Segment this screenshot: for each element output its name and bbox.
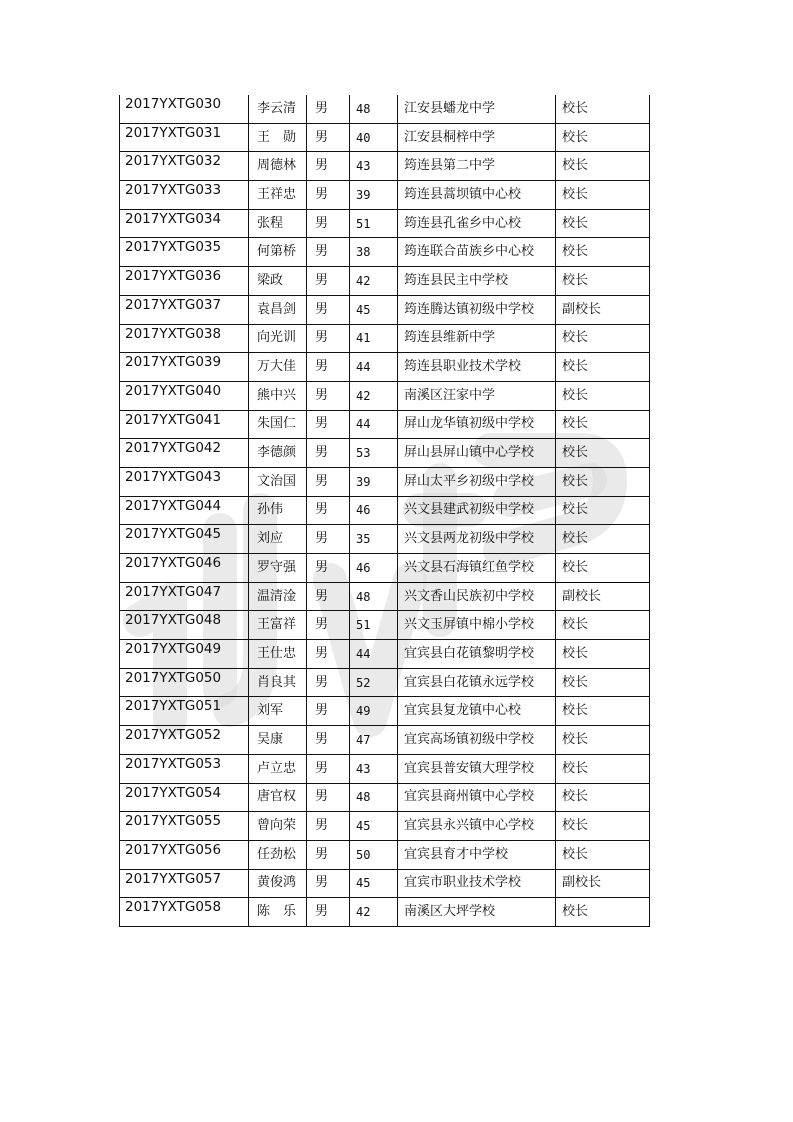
school-cell: 兴文玉屏镇中棉小学校 [398,611,556,640]
name-cell: 陈 乐 [249,898,307,927]
table-row [120,754,650,783]
record-id-cell: 2017YXTG045 [120,525,249,554]
position-cell: 校长 [556,95,650,123]
position-cell: 校长 [556,410,650,439]
school-cell: 兴文香山民族初中学校 [398,582,556,611]
school-cell: 兴文县石海镇红鱼学校 [398,554,556,583]
age-cell: 48 [350,582,398,611]
gender-cell: 男 [307,554,350,583]
table-row [120,812,650,841]
record-id-cell: 2017YXTG034 [120,209,249,238]
roster-table [119,95,650,927]
position-cell: 校长 [556,181,650,210]
record-id-cell: 2017YXTG046 [120,554,249,583]
table-row [120,840,650,869]
age-cell: 41 [350,324,398,353]
age-cell: 48 [350,95,398,123]
table-row [120,267,650,296]
age-cell: 45 [350,295,398,324]
table-row [120,410,650,439]
position-cell: 校长 [556,783,650,812]
name-cell: 熊中兴 [249,381,307,410]
position-cell: 校长 [556,353,650,382]
position-cell: 副校长 [556,869,650,898]
table-row [120,496,650,525]
position-cell: 校长 [556,439,650,468]
age-cell: 46 [350,554,398,583]
gender-cell: 男 [307,754,350,783]
age-cell: 44 [350,410,398,439]
table-row [120,324,650,353]
table-row [120,697,650,726]
age-cell: 45 [350,812,398,841]
table-row [120,611,650,640]
position-cell: 校长 [556,209,650,238]
school-cell: 江安县桐梓中学 [398,123,556,152]
record-id-cell: 2017YXTG042 [120,439,249,468]
gender-cell: 男 [307,668,350,697]
age-cell: 45 [350,869,398,898]
age-cell: 51 [350,611,398,640]
name-cell: 吴康 [249,726,307,755]
gender-cell: 男 [307,812,350,841]
position-cell: 校长 [556,697,650,726]
gender-cell: 男 [307,95,350,123]
name-cell: 王仕忠 [249,640,307,669]
record-id-cell: 2017YXTG037 [120,295,249,324]
school-cell: 兴文县两龙初级中学校 [398,525,556,554]
school-cell: 筠连县蒿坝镇中心校 [398,181,556,210]
record-id-cell: 2017YXTG050 [120,668,249,697]
record-id-cell: 2017YXTG033 [120,181,249,210]
table-row [120,467,650,496]
school-cell: 屏山龙华镇初级中学校 [398,410,556,439]
gender-cell: 男 [307,467,350,496]
gender-cell: 男 [307,496,350,525]
record-id-cell: 2017YXTG052 [120,726,249,755]
name-cell: 周德林 [249,152,307,181]
gender-cell: 男 [307,410,350,439]
position-cell: 校长 [556,381,650,410]
gender-cell: 男 [307,209,350,238]
age-cell: 43 [350,152,398,181]
name-cell: 罗守强 [249,554,307,583]
name-cell: 卢立忠 [249,754,307,783]
school-cell: 筠连县孔雀乡中心校 [398,209,556,238]
position-cell: 校长 [556,840,650,869]
position-cell: 校长 [556,611,650,640]
name-cell: 刘应 [249,525,307,554]
table-row [120,726,650,755]
age-cell: 51 [350,209,398,238]
table-row [120,152,650,181]
position-cell: 校长 [556,668,650,697]
name-cell: 梁政 [249,267,307,296]
school-cell: 屏山县屏山镇中心学校 [398,439,556,468]
position-cell: 校长 [556,640,650,669]
name-cell: 黄俊鸿 [249,869,307,898]
age-cell: 50 [350,840,398,869]
age-cell: 42 [350,267,398,296]
table-row [120,181,650,210]
school-cell: 筠连腾达镇初级中学校 [398,295,556,324]
table-row [120,381,650,410]
school-cell: 筠连县职业技术学校 [398,353,556,382]
record-id-cell: 2017YXTG038 [120,324,249,353]
age-cell: 52 [350,668,398,697]
position-cell: 校长 [556,324,650,353]
record-id-cell: 2017YXTG036 [120,267,249,296]
gender-cell: 男 [307,611,350,640]
record-id-cell: 2017YXTG040 [120,381,249,410]
age-cell: 39 [350,467,398,496]
school-cell: 宜宾县育才中学校 [398,840,556,869]
position-cell: 校长 [556,812,650,841]
name-cell: 曾向荣 [249,812,307,841]
table-row [120,525,650,554]
gender-cell: 男 [307,295,350,324]
school-cell: 江安县蟠龙中学 [398,95,556,123]
gender-cell: 男 [307,267,350,296]
gender-cell: 男 [307,783,350,812]
age-cell: 40 [350,123,398,152]
name-cell: 李德颜 [249,439,307,468]
school-cell: 筠连联合苗族乡中心校 [398,238,556,267]
school-cell: 宜宾县白花镇永远学校 [398,668,556,697]
position-cell: 校长 [556,238,650,267]
age-cell: 44 [350,353,398,382]
position-cell: 校长 [556,496,650,525]
school-cell: 筠连县第二中学 [398,152,556,181]
name-cell: 张程 [249,209,307,238]
position-cell: 校长 [556,467,650,496]
name-cell: 孙伟 [249,496,307,525]
name-cell: 肖良其 [249,668,307,697]
school-cell: 宜宾市职业技术学校 [398,869,556,898]
table-row [120,668,650,697]
name-cell: 朱国仁 [249,410,307,439]
gender-cell: 男 [307,238,350,267]
table-row [120,582,650,611]
school-cell: 南溪区大坪学校 [398,898,556,927]
name-cell: 王富祥 [249,611,307,640]
position-cell: 校长 [556,267,650,296]
school-cell: 筠连县民主中学校 [398,267,556,296]
age-cell: 48 [350,783,398,812]
table-row [120,209,650,238]
school-cell: 筠连县维新中学 [398,324,556,353]
position-cell: 校长 [556,123,650,152]
record-id-cell: 2017YXTG032 [120,152,249,181]
gender-cell: 男 [307,123,350,152]
name-cell: 何第桥 [249,238,307,267]
record-id-cell: 2017YXTG031 [120,123,249,152]
name-cell: 袁昌剑 [249,295,307,324]
position-cell: 校长 [556,898,650,927]
table-row [120,869,650,898]
position-cell: 校长 [556,525,650,554]
roster-body [120,95,650,926]
age-cell: 53 [350,439,398,468]
gender-cell: 男 [307,697,350,726]
gender-cell: 男 [307,353,350,382]
table-row [120,554,650,583]
table-row [120,238,650,267]
record-id-cell: 2017YXTG044 [120,496,249,525]
table-row [120,123,650,152]
position-cell: 校长 [556,152,650,181]
age-cell: 38 [350,238,398,267]
school-cell: 宜宾县普安镇大理学校 [398,754,556,783]
record-id-cell: 2017YXTG051 [120,697,249,726]
record-id-cell: 2017YXTG041 [120,410,249,439]
table-row [120,783,650,812]
school-cell: 宜宾县商州镇中心学校 [398,783,556,812]
school-cell: 宜宾县永兴镇中心学校 [398,812,556,841]
table-row [120,898,650,927]
school-cell: 宜宾高场镇初级中学校 [398,726,556,755]
school-cell: 兴文县建武初级中学校 [398,496,556,525]
table-row [120,95,650,123]
table-row [120,640,650,669]
age-cell: 44 [350,640,398,669]
position-cell: 副校长 [556,295,650,324]
gender-cell: 男 [307,152,350,181]
position-cell: 校长 [556,726,650,755]
gender-cell: 男 [307,898,350,927]
school-cell: 宜宾县复龙镇中心校 [398,697,556,726]
age-cell: 47 [350,726,398,755]
name-cell: 唐官权 [249,783,307,812]
record-id-cell: 2017YXTG043 [120,467,249,496]
record-id-cell: 2017YXTG035 [120,238,249,267]
record-id-cell: 2017YXTG030 [120,95,249,123]
record-id-cell: 2017YXTG048 [120,611,249,640]
record-id-cell: 2017YXTG053 [120,754,249,783]
record-id-cell: 2017YXTG057 [120,869,249,898]
name-cell: 刘军 [249,697,307,726]
gender-cell: 男 [307,181,350,210]
gender-cell: 男 [307,324,350,353]
gender-cell: 男 [307,381,350,410]
age-cell: 35 [350,525,398,554]
age-cell: 42 [350,898,398,927]
table-row [120,439,650,468]
gender-cell: 男 [307,726,350,755]
record-id-cell: 2017YXTG058 [120,898,249,927]
gender-cell: 男 [307,640,350,669]
age-cell: 46 [350,496,398,525]
name-cell: 任劲松 [249,840,307,869]
record-id-cell: 2017YXTG047 [120,582,249,611]
gender-cell: 男 [307,840,350,869]
table-row [120,353,650,382]
table-row [120,295,650,324]
name-cell: 万大佳 [249,353,307,382]
gender-cell: 男 [307,582,350,611]
age-cell: 39 [350,181,398,210]
school-cell: 屏山太平乡初级中学校 [398,467,556,496]
name-cell: 王 勋 [249,123,307,152]
age-cell: 43 [350,754,398,783]
name-cell: 文治国 [249,467,307,496]
position-cell: 校长 [556,554,650,583]
record-id-cell: 2017YXTG049 [120,640,249,669]
record-id-cell: 2017YXTG055 [120,812,249,841]
gender-cell: 男 [307,869,350,898]
gender-cell: 男 [307,439,350,468]
age-cell: 42 [350,381,398,410]
school-cell: 南溪区汪家中学 [398,381,556,410]
name-cell: 王祥忠 [249,181,307,210]
school-cell: 宜宾县白花镇黎明学校 [398,640,556,669]
position-cell: 校长 [556,754,650,783]
name-cell: 向光训 [249,324,307,353]
record-id-cell: 2017YXTG039 [120,353,249,382]
gender-cell: 男 [307,525,350,554]
age-cell: 49 [350,697,398,726]
record-id-cell: 2017YXTG054 [120,783,249,812]
position-cell: 副校长 [556,582,650,611]
name-cell: 温清淦 [249,582,307,611]
name-cell: 李云清 [249,95,307,123]
record-id-cell: 2017YXTG056 [120,840,249,869]
